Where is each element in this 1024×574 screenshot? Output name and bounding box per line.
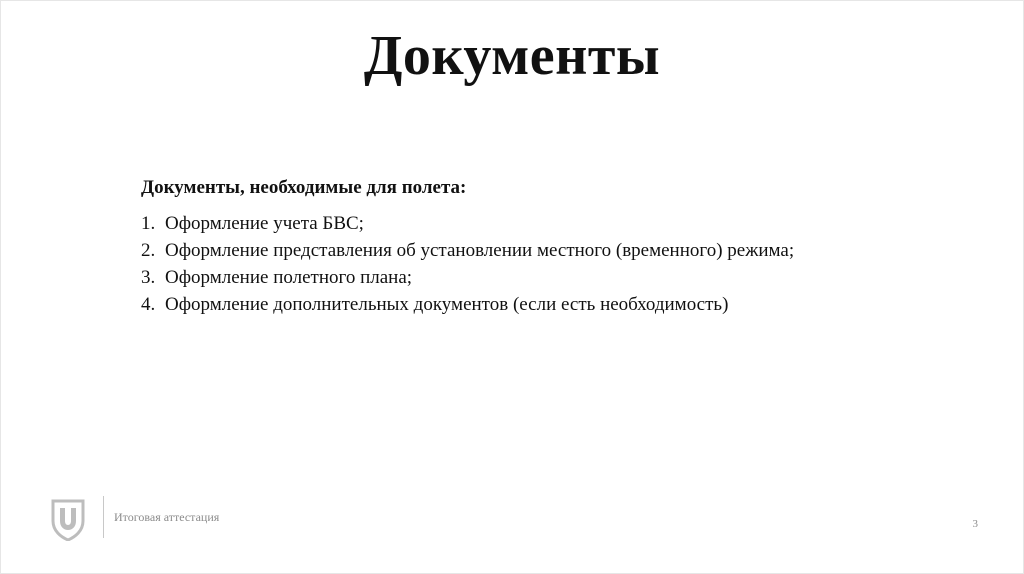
- list-heading: Документы, необходимые для полета:: [141, 177, 467, 198]
- list-item-number: 1.: [141, 213, 156, 234]
- list-item-text: Оформление дополнительных документов (если есть необходимость): [165, 294, 729, 315]
- list-item: [141, 237, 901, 264]
- list-item: [141, 264, 901, 291]
- slide-content: [141, 176, 901, 318]
- footer-divider: [103, 496, 104, 538]
- list-item: [141, 291, 901, 318]
- university-shield-logo-icon: [51, 499, 85, 541]
- list-item: [141, 210, 901, 237]
- page-number: 3: [972, 518, 978, 530]
- footer-caption: Итоговая аттестация: [114, 510, 220, 524]
- list-item-number: 2.: [141, 240, 156, 261]
- list-item-text: Оформление представления об установлении местного (временного) режима;: [165, 240, 795, 261]
- documents-list: [141, 210, 901, 318]
- list-item-text: Оформление полетного плана;: [165, 267, 413, 288]
- list-item-number: 4.: [141, 294, 156, 315]
- list-item-text: Оформление учета БВС;: [165, 213, 364, 234]
- slide-title: Документы: [363, 25, 661, 87]
- list-item-number: 3.: [141, 267, 156, 288]
